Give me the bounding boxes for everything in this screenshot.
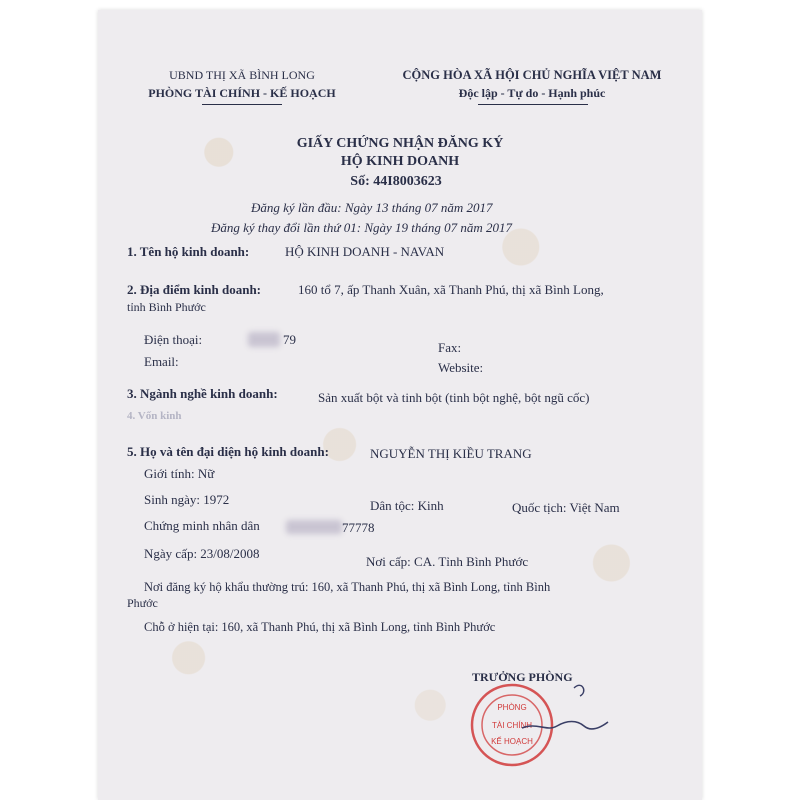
business-name-label: 1. Tên hộ kinh doanh: bbox=[127, 244, 250, 259]
ethnicity: Dân tộc: Kinh bbox=[370, 498, 444, 513]
signatory-title: TRƯỞNG PHÒNG bbox=[472, 670, 573, 684]
email-label: Email: bbox=[144, 354, 179, 369]
document-title: GIẤY CHỨNG NHẬN ĐĂNG KÝ bbox=[296, 136, 504, 151]
id-card-label: Chứng minh nhân dân bbox=[144, 518, 260, 533]
website-label: Website: bbox=[438, 360, 484, 375]
id-redaction bbox=[286, 520, 342, 534]
representative-name: NGUYỄN THỊ KIỀU TRANG bbox=[370, 446, 532, 461]
issuer-department: PHÒNG TÀI CHÍNH - KẾ HOẠCH bbox=[148, 86, 336, 100]
business-name-value: HỘ KINH DOANH - NAVAN bbox=[285, 244, 445, 259]
handwritten-signature bbox=[522, 722, 608, 729]
phone-redaction bbox=[248, 332, 280, 347]
representative-label: 5. Họ và tên đại diện hộ kinh doanh: bbox=[127, 444, 329, 459]
permanent-residence: Nơi đăng ký hộ khẩu thường trú: 160, xã Thanh Phú, thị xã Bình Long, tỉnh Bình bbox=[144, 580, 551, 594]
permanent-residence-cont: Phước bbox=[127, 596, 158, 610]
current-address: Chỗ ở hiện tại: 160, xã Thanh Phú, thị xã Bình Long, tỉnh Bình Phước bbox=[144, 620, 496, 634]
business-sector-value: Sản xuất bột và tinh bột (tinh bột nghệ, bột ngũ cốc) bbox=[318, 390, 590, 405]
stamp-text-1: PHÒNG bbox=[497, 703, 527, 712]
gender: Giới tính: Nữ bbox=[144, 466, 215, 481]
first-registration-date: Đăng ký lần đầu: Ngày 13 tháng 07 năm 2017 bbox=[251, 200, 493, 215]
fax-label: Fax: bbox=[438, 340, 462, 355]
document-subtitle: HỘ KINH DOANH bbox=[340, 154, 460, 169]
national-title: CỘNG HÒA XÃ HỘI CHỦ NGHĨA VIỆT NAM bbox=[402, 68, 662, 82]
id-issue-date: Ngày cấp: 23/08/2008 bbox=[144, 546, 260, 561]
certificate-paper bbox=[98, 10, 702, 800]
nationality: Quốc tịch: Việt Nam bbox=[512, 500, 620, 515]
business-location-value: 160 tổ 7, ấp Thanh Xuân, xã Thanh Phú, thị xã Bình Long, bbox=[298, 282, 604, 297]
header-divider-left bbox=[202, 104, 282, 105]
business-location-label: 2. Địa điểm kinh doanh: bbox=[127, 282, 262, 297]
stamp-text-2: TÀI CHÍNH bbox=[492, 721, 532, 730]
phone-value: 79 bbox=[283, 332, 296, 347]
phone-label: Điện thoại: bbox=[144, 332, 203, 347]
stamp-text-3: KẾ HOẠCH bbox=[491, 737, 533, 746]
certificate-number: Số: 44I8003623 bbox=[350, 174, 442, 189]
capital-label: 4. Vốn kinh bbox=[127, 410, 182, 422]
business-sector-label: 3. Ngành nghề kinh doanh: bbox=[127, 386, 278, 401]
issuer-authority: UBND THỊ XÃ BÌNH LONG bbox=[169, 68, 315, 82]
signature-flourish bbox=[574, 685, 584, 696]
national-motto: Độc lập - Tự do - Hạnh phúc bbox=[458, 86, 606, 100]
id-card-value: 77778 bbox=[342, 520, 375, 535]
header-divider-right bbox=[478, 104, 588, 105]
change-registration-date: Đăng ký thay đổi lần thứ 01: Ngày 19 tháng 07 năm 2017 bbox=[211, 220, 513, 235]
business-location-province: tỉnh Bình Phước bbox=[127, 300, 206, 314]
official-stamp bbox=[462, 670, 622, 780]
id-issue-place: Nơi cấp: CA. Tỉnh Bình Phước bbox=[366, 554, 529, 569]
date-of-birth: Sinh ngày: 1972 bbox=[144, 492, 230, 507]
